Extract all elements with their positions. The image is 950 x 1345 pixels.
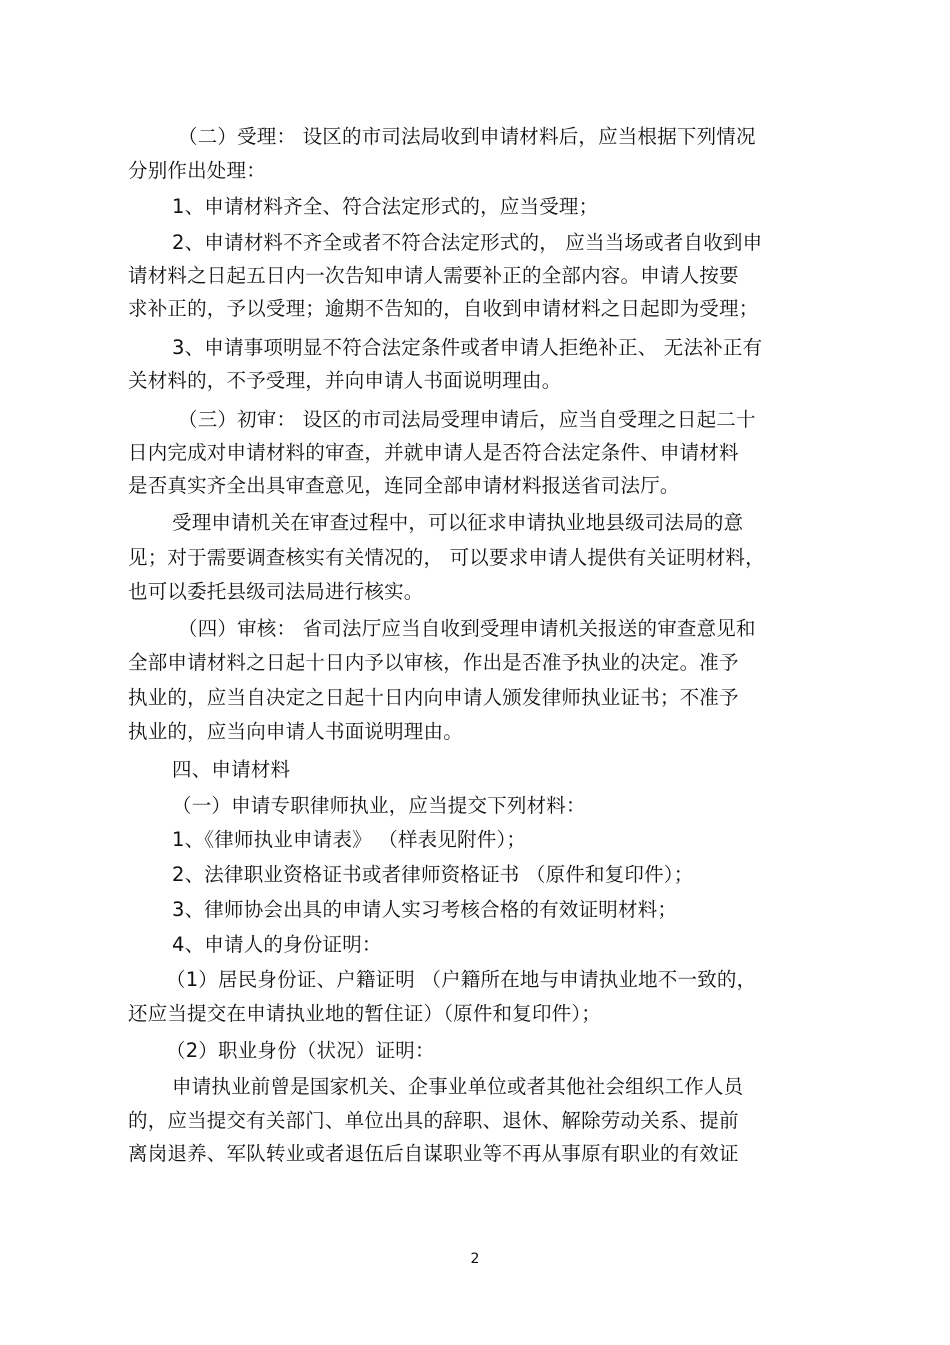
page-number: 2 (470, 1251, 480, 1267)
text-line: 求补正的，予以受理；逾期不告知的，自收到申请材料之日起即为受理； (128, 297, 759, 320)
text-line: 3、申请事项明显不符合法定条件或者申请人拒绝补正、 无法补正有 (172, 336, 763, 359)
text-line: 日内完成对申请材料的审查，并就申请人是否符合法定条件、申请材料 (128, 441, 739, 464)
text-line: （2）职业身份（状况）证明： (166, 1039, 435, 1062)
text-line: 受理申请机关在审查过程中，可以征求申请执业地县级司法局的意 (172, 511, 744, 534)
text-line: 4、申请人的身份证明： (172, 933, 382, 956)
text-line: （四）审核： 省司法厅应当自收到受理申请机关报送的审查意见和 (178, 617, 756, 640)
text-line: 2、申请材料不齐全或者不符合法定形式的， 应当当场或者自收到申 (172, 231, 763, 254)
text-line: 分别作出处理： (128, 159, 266, 182)
text-line: 申请执业前曾是国家机关、企事业单位或者其他社会组织工作人员 (172, 1075, 744, 1098)
text-line: 是否真实齐全出具审查意见，连同全部申请材料报送省司法厅。 (128, 474, 680, 497)
text-line: 3、律师协会出具的申请人实习考核合格的有效证明材料； (172, 898, 678, 921)
text-line: （二）受理： 设区的市司法局收到申请材料后，应当根据下列情况 (178, 125, 756, 148)
section-heading: 四、申请材料 (172, 758, 291, 781)
text-line: 执业的，应当向申请人书面说明理由。 (128, 720, 463, 743)
text-line: 也可以委托县级司法局进行核实。 (128, 580, 424, 603)
text-line: 请材料之日起五日内一次告知申请人需要补正的全部内容。申请人按要 (128, 264, 739, 287)
text-line: 离岗退养、军队转业或者退伍后自谋职业等不再从事原有职业的有效证 (128, 1142, 739, 1165)
text-line: 1、《律师执业申请表》 （样表见附件）； (172, 828, 527, 851)
text-line: （三）初审： 设区的市司法局受理申请后，应当自受理之日起二十 (178, 408, 756, 431)
text-line: 1、申请材料齐全、符合法定形式的，应当受理； (172, 195, 599, 218)
text-line: 的，应当提交有关部门、单位出具的辞职、退休、解除劳动关系、提前 (128, 1109, 739, 1132)
text-line: 还应当提交在申请执业地的暂住证）（原件和复印件）； (128, 1002, 602, 1025)
text-line: 关材料的，不予受理，并向申请人书面说明理由。 (128, 369, 562, 392)
text-line: （一）申请专职律师执业，应当提交下列材料： (172, 794, 586, 817)
text-line: 全部申请材料之日起十日内予以审核，作出是否准予执业的决定。准予 (128, 651, 739, 674)
text-line: 见；对于需要调查核实有关情况的， 可以要求申请人提供有关证明材料， (128, 546, 765, 569)
text-line: 2、法律职业资格证书或者律师资格证书 （原件和复印件）； (172, 863, 694, 886)
text-line: （1）居民身份证、户籍证明 （户籍所在地与申请执业地不一致的， (166, 968, 757, 991)
text-line: 执业的，应当自决定之日起十日内向申请人颁发律师执业证书；不准予 (128, 686, 739, 709)
